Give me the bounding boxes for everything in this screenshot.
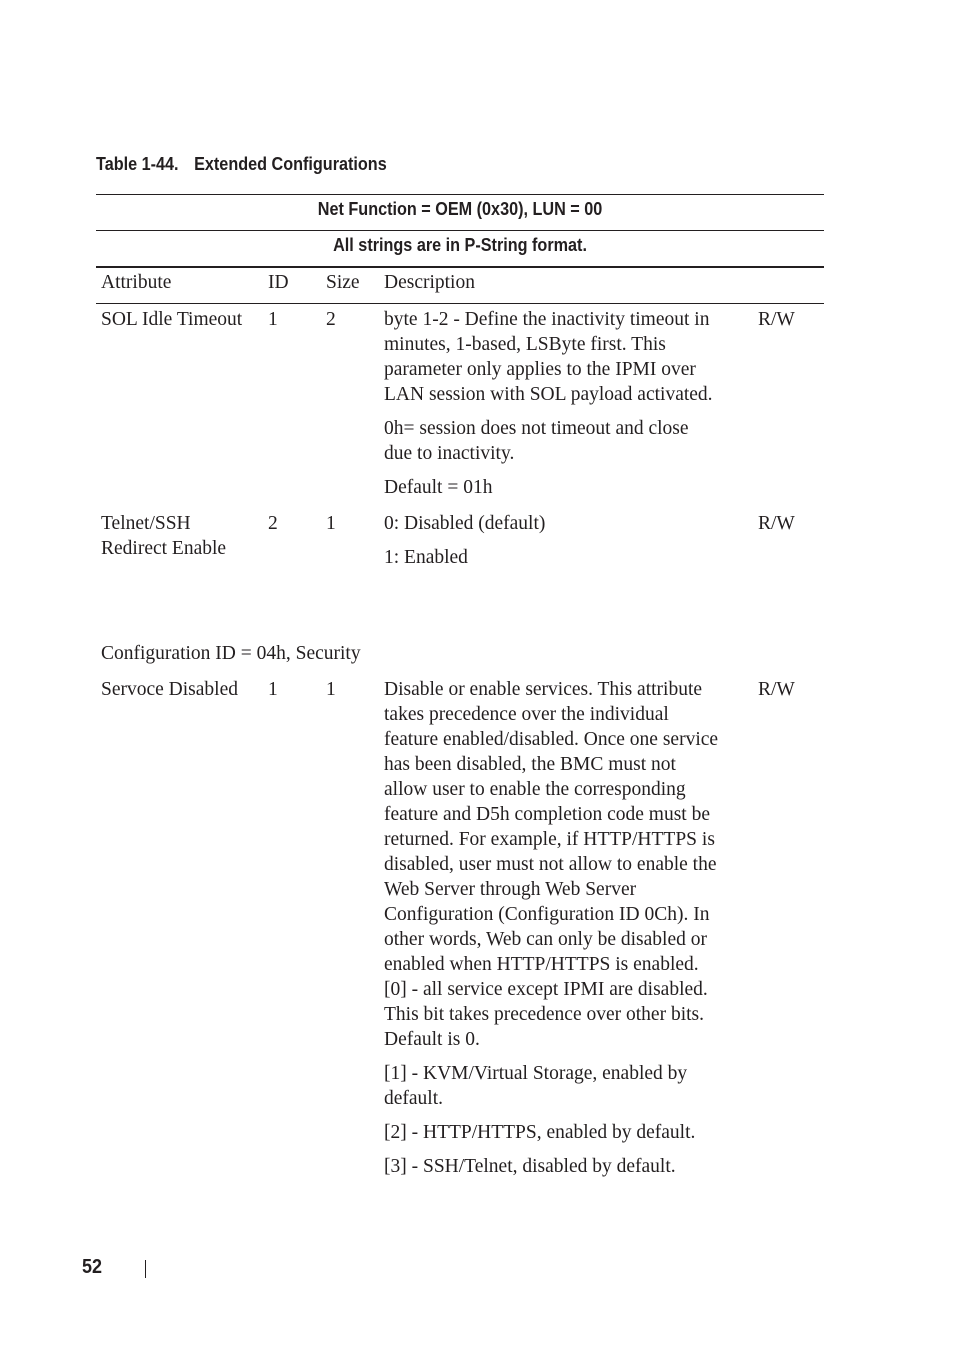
id-cell: 2 — [268, 513, 278, 534]
table-title: Extended Configurations — [194, 154, 387, 174]
footer-divider — [145, 1260, 146, 1278]
description-paragraph: Disable or enable services. This attribute takes precedence over the individual feature enabled/disabled. Once one service has been disabled, the BMC must not allow user to enable the corresponding feature and D5h completion code must be returned. For example, if HTTP/HTTPS is disabled, user must not allow to enable the Web Server through Web Server Configuration (Configuration ID 0Ch). In other words, Web can only be disabled or enabled when HTTP/HTTPS is enabled. [0] - all service except IPMI are disabled. This bit takes precedence over other bits. Default is 0. — [384, 679, 719, 1050]
description-paragraph: [2] - HTTP/HTTPS, enabled by default. — [384, 1122, 696, 1143]
description-paragraph: [1] - KVM/Virtual Storage, enabled by default. — [384, 1063, 688, 1109]
description-paragraph: byte 1-2 - Define the inactivity timeout in minutes, 1-based, LSByte first. This parameter only applies to the IPMI over LAN session with SOL payload activated. — [384, 309, 713, 405]
size-cell: 2 — [326, 309, 336, 330]
description-cell — [384, 677, 718, 1188]
column-header-id: ID — [268, 272, 289, 293]
column-header-size: Size — [326, 272, 360, 293]
attribute-cell: Servoce Disabled — [101, 679, 238, 700]
header-divider — [96, 230, 824, 231]
description-paragraph: 1: Enabled — [384, 547, 468, 568]
description-cell — [384, 511, 545, 579]
table-top-rule — [96, 194, 824, 195]
attribute-cell: Telnet/SSH Redirect Enable — [101, 513, 227, 559]
attribute-cell: SOL Idle Timeout — [101, 309, 243, 330]
table-number: Table 1-44. — [96, 154, 179, 174]
access-cell: R/W — [758, 309, 795, 330]
description-paragraph: Default = 01h — [384, 477, 493, 498]
access-cell: R/W — [758, 679, 795, 700]
description-cell — [384, 307, 713, 509]
net-function-header: Net Function = OEM (0x30), LUN = 00 — [317, 199, 603, 219]
page-number: 52 — [82, 1256, 103, 1278]
id-cell: 1 — [268, 309, 278, 330]
size-cell: 1 — [326, 513, 336, 534]
access-cell: R/W — [758, 513, 795, 534]
description-paragraph: 0h= session does not timeout and close due to inactivity. — [384, 418, 689, 464]
id-cell: 1 — [268, 679, 278, 700]
description-paragraph: 0: Disabled (default) — [384, 513, 546, 534]
table-caption — [96, 154, 387, 175]
column-header-attribute: Attribute — [101, 272, 172, 293]
column-header-top-rule — [96, 266, 824, 268]
description-paragraph: [3] - SSH/Telnet, disabled by default. — [384, 1156, 676, 1177]
column-header-bottom-rule — [96, 303, 824, 304]
strings-note: All strings are in P-String format. — [333, 235, 587, 255]
section-heading: Configuration ID = 04h, Security — [101, 643, 361, 664]
column-header-description: Description — [384, 272, 475, 293]
size-cell: 1 — [326, 679, 336, 700]
